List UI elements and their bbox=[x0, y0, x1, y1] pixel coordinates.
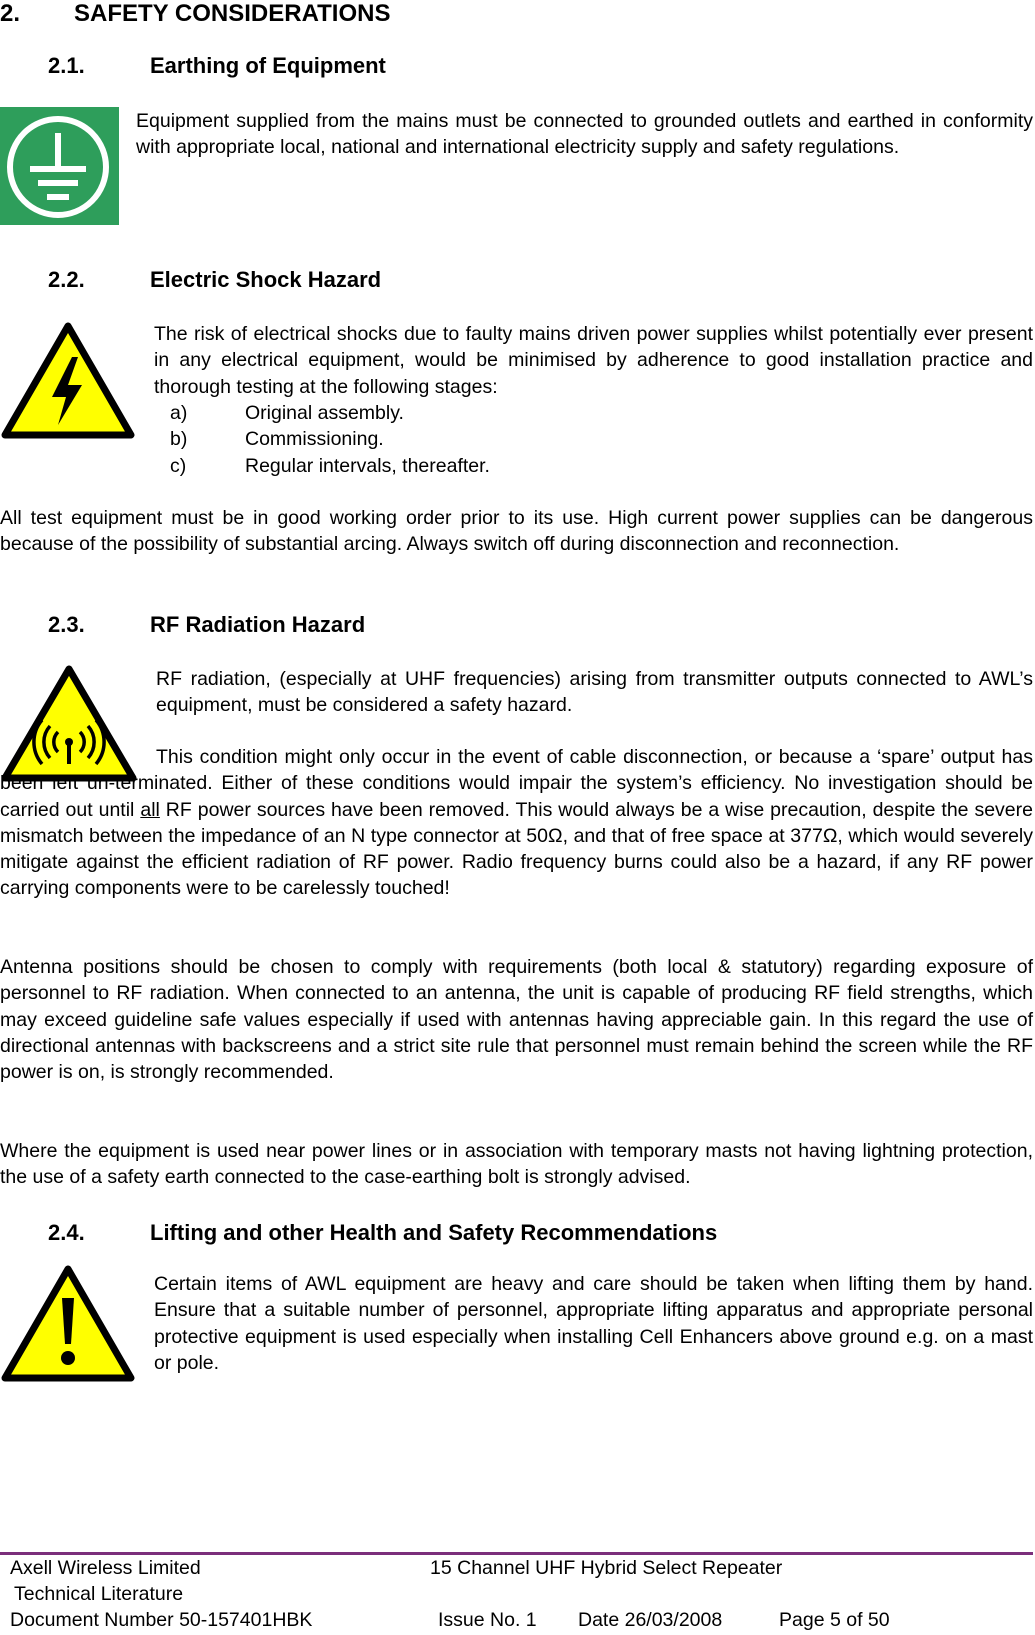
subsection-number: 2.2. bbox=[48, 267, 85, 292]
shock-intro-paragraph: The risk of electrical shocks due to faulty mains driven power supplies whilst potentially ever present in any electrical equipment, would be minimised by adherence to good installation practice and thorough testing at the following stages: bbox=[154, 323, 1033, 398]
subsection-number: 2.3. bbox=[48, 612, 85, 637]
list-item bbox=[170, 453, 490, 479]
footer-date: Date 26/03/2008 bbox=[578, 1609, 723, 1631]
power-lines-paragraph: Where the equipment is used near power lines or in association with temporary masts not having lightning protection, the use of a safety earth connected to the case-earthing bolt is strongly advised. bbox=[0, 1140, 1033, 1189]
footer-literature: Technical Literature bbox=[14, 1583, 184, 1605]
earthing-paragraph: Equipment supplied from the mains must be connected to grounded outlets and earthed in conformity with appropriate local, national and international electricity supply and safety regulations. bbox=[136, 110, 1033, 159]
footer-doc-number: Document Number 50-157401HBK bbox=[10, 1609, 313, 1631]
footer-product: 15 Channel UHF Hybrid Select Repeater bbox=[430, 1557, 783, 1579]
subsection-number: 2.1. bbox=[48, 53, 85, 78]
list-item-label: b) bbox=[170, 428, 188, 451]
rf-disconnection-text-a: This condition might only occur in the event of cable disconnection, or because a ‘spare’ output has been left un-terminated. Either of these conditions would impair the system’s efficiency. No investigation should be carried out until bbox=[0, 746, 1033, 821]
section-number: 2. bbox=[0, 0, 21, 27]
earth-ground-icon bbox=[0, 107, 119, 225]
rf-intro-paragraph: RF radiation, (especially at UHF frequencies) arising from transmitter outputs connected to AWL’s equipment, must be considered a safety hazard. bbox=[156, 668, 1033, 717]
electric-shock-warning-icon bbox=[0, 321, 136, 441]
list-item-label: a) bbox=[170, 402, 188, 424]
subsection-number: 2.4. bbox=[48, 1220, 85, 1245]
section-title: SAFETY CONSIDERATIONS bbox=[74, 0, 391, 27]
test-equipment-paragraph: All test equipment must be in good working order prior to its use. High current power supplies can be dangerous because of the possibility of substantial arcing. Always switch off during disconnection and reconnection. bbox=[0, 507, 1033, 556]
footer-company: Axell Wireless Limited bbox=[10, 1557, 201, 1579]
subsection-heading-2-1 bbox=[48, 53, 548, 79]
lifting-paragraph: Certain items of AWL equipment are heavy and care should be taken when lifting them by hand. Ensure that a suitable number of personnel, appropriate lifting apparatus and appropriate personal protective equipment is used especially when installing Cell Enhancers above ground e.g. on a mast or pole. bbox=[154, 1273, 1033, 1374]
list-item bbox=[170, 400, 404, 426]
list-item bbox=[170, 426, 384, 452]
subsection-heading-2-4 bbox=[48, 1220, 948, 1246]
subsection-heading-2-2 bbox=[48, 267, 648, 293]
section-heading bbox=[0, 0, 391, 28]
subsection-title: Electric Shock Hazard bbox=[150, 267, 382, 292]
subsection-title: Earthing of Equipment bbox=[150, 53, 386, 78]
rf-disconnection-paragraph bbox=[0, 744, 1033, 902]
rf-disconnection-text-b: RF power sources have been removed. This would always be a wise precaution, despite the severe mismatch between the impedance of an N type connector at 50Ω, and that of free space at 377Ω, which would severely mitigate against the efficient radiation of RF power. Radio frequency burns could also be a hazard, if any RF power carrying components were to be carelessly touched! bbox=[0, 798, 1033, 900]
antenna-positions-paragraph: Antenna positions should be chosen to comply with requirements (both local & statutory) regarding exposure of personnel to RF radiation. When connected to an antenna, the unit is capable of producing RF field strengths, which may exceed guideline safe values especially if used with antennas having appreciable gain. In this regard the use of directional antennas with backscreens and a strict site rule that personnel must remain behind the screen while the RF power is on, is strongly recommended. bbox=[0, 956, 1033, 1084]
general-warning-icon bbox=[0, 1264, 136, 1384]
footer-page: Page 5 of 50 bbox=[779, 1609, 890, 1631]
subsection-heading-2-3 bbox=[48, 612, 648, 638]
list-item-text: Commissioning. bbox=[245, 428, 384, 451]
rf-disconnection-emphasis: all bbox=[140, 798, 160, 821]
list-item-text: Original assembly. bbox=[245, 402, 404, 424]
subsection-title: Lifting and other Health and Safety Recommendations bbox=[150, 1220, 718, 1245]
stage-list bbox=[170, 400, 490, 479]
subsection-title: RF Radiation Hazard bbox=[150, 612, 366, 637]
list-item-text: Regular intervals, thereafter. bbox=[245, 454, 490, 477]
list-item-label: c) bbox=[170, 454, 187, 477]
footer-issue: Issue No. 1 bbox=[438, 1609, 537, 1631]
